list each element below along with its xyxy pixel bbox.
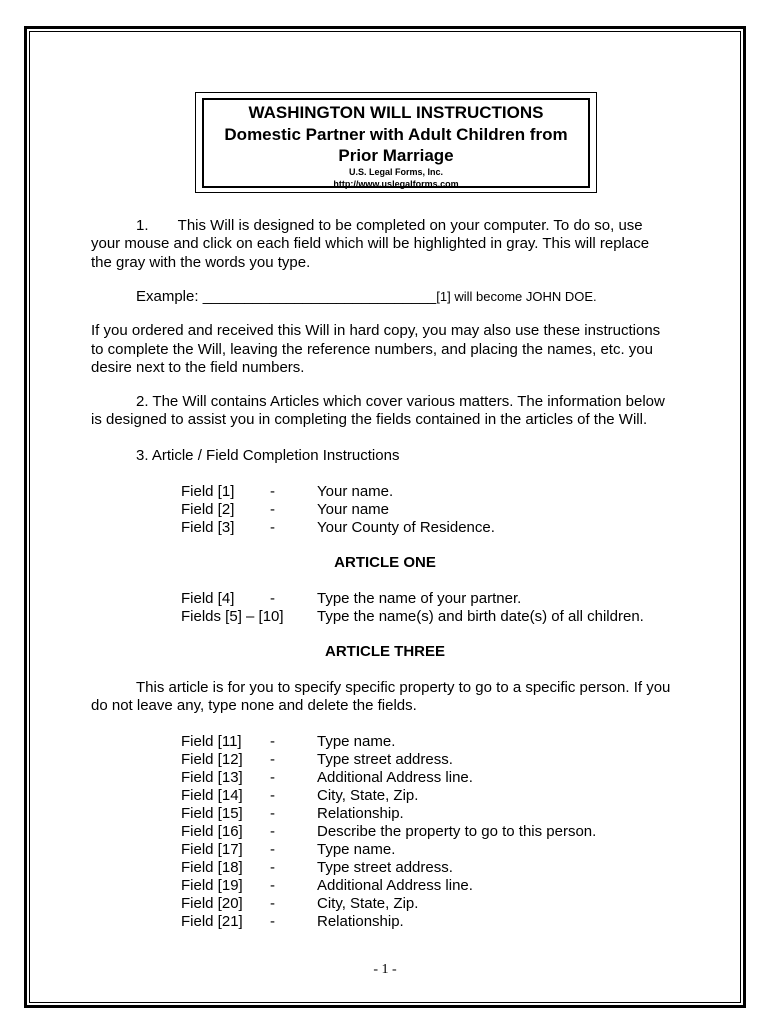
field-label: Field [4] <box>181 590 235 607</box>
document-subtitle-line2: Prior Marriage <box>338 146 454 165</box>
para1-rest: your mouse and click on each field which will be highlighted in gray. This will replace the gray with the words you type. <box>91 235 650 271</box>
field-label: Fields [5] – [10] <box>181 608 284 625</box>
field-description: Describe the property to go to this person. <box>317 823 597 840</box>
field-description: Your name <box>317 501 389 518</box>
example-suffix: [1] will become JOHN DOE. <box>436 289 597 304</box>
article-one-heading: ARTICLE ONE <box>334 554 436 571</box>
hard-copy-paragraph: If you ordered and received this Will in hard copy, you may also use these instructions to complete the Will, leaving the reference numbers, and placing the names, etc. you desire next to the field numbers. <box>91 322 661 376</box>
page-number: - 1 - <box>373 962 397 977</box>
company-name: U.S. Legal Forms, Inc. <box>348 167 444 177</box>
field-dash: - <box>270 733 275 750</box>
field-dash: - <box>270 841 275 858</box>
field-dash: - <box>270 501 275 518</box>
article-three-intro-first: This article is for you to specify specific property to go to a specific person. If you <box>136 679 671 696</box>
title-box <box>202 98 590 188</box>
field-label: Field [19] <box>181 877 243 894</box>
field-dash: - <box>270 823 275 840</box>
field-description: Additional Address line. <box>317 877 473 894</box>
field-description: Type street address. <box>317 751 453 768</box>
field-description: Type the name of your partner. <box>317 590 522 607</box>
field-description: City, State, Zip. <box>317 787 419 804</box>
document-subtitle-line1: Domestic Partner with Adult Children from <box>224 125 568 144</box>
article-three-intro-rest: do not leave any, type none and delete the fields. <box>91 697 417 714</box>
field-label: Field [15] <box>181 805 243 822</box>
field-label: Field [11] <box>181 733 242 750</box>
field-dash: - <box>270 877 275 894</box>
field-description: Additional Address line. <box>317 769 473 786</box>
field-dash: - <box>270 769 275 786</box>
field-description: Your name. <box>317 483 394 500</box>
field-label: Field [13] <box>181 769 243 786</box>
field-description: Type the name(s) and birth date(s) of all children. <box>317 608 644 625</box>
field-label: Field [20] <box>181 895 243 912</box>
field-dash: - <box>270 590 275 607</box>
field-description: Type name. <box>317 733 396 750</box>
field-label: Field [3] <box>181 519 235 536</box>
example-line <box>136 288 597 306</box>
field-label: Field [16] <box>181 823 243 840</box>
field-label: Field [12] <box>181 751 243 768</box>
field-dash: - <box>270 787 275 804</box>
field-description: Type name. <box>317 841 396 858</box>
field-label: Field [2] <box>181 501 235 518</box>
field-dash: - <box>270 913 275 930</box>
field-dash: - <box>270 859 275 876</box>
field-label: Field [17] <box>181 841 243 858</box>
field-description: City, State, Zip. <box>317 895 419 912</box>
field-description: Your County of Residence. <box>317 519 495 536</box>
field-description: Relationship. <box>317 913 404 930</box>
field-dash: - <box>270 519 275 536</box>
field-description: Relationship. <box>317 805 404 822</box>
para2-first-line: 2. The Will contains Articles which cover various matters. The information below <box>136 393 665 410</box>
document-title: WASHINGTON WILL INSTRUCTIONS <box>248 103 544 122</box>
para2-rest: is designed to assist you in completing the fields contained in the articles of the Will. <box>91 411 648 428</box>
field-dash: - <box>270 483 275 500</box>
field-description: Type street address. <box>317 859 453 876</box>
field-label: Field [1] <box>181 483 235 500</box>
field-label: Field [14] <box>181 787 243 804</box>
para3-heading: 3. Article / Field Completion Instructions <box>136 447 400 464</box>
field-label: Field [18] <box>181 859 243 876</box>
example-label: Example: ____________________________ <box>136 288 437 305</box>
field-dash: - <box>270 895 275 912</box>
field-dash: - <box>270 805 275 822</box>
company-url: http://www.uslegalforms.com <box>333 179 459 189</box>
field-dash: - <box>270 751 275 768</box>
field-label: Field [21] <box>181 913 243 930</box>
para1-first-line: 1. This Will is designed to be completed on your computer. To do so, use <box>136 217 643 234</box>
article-three-heading: ARTICLE THREE <box>325 643 445 660</box>
